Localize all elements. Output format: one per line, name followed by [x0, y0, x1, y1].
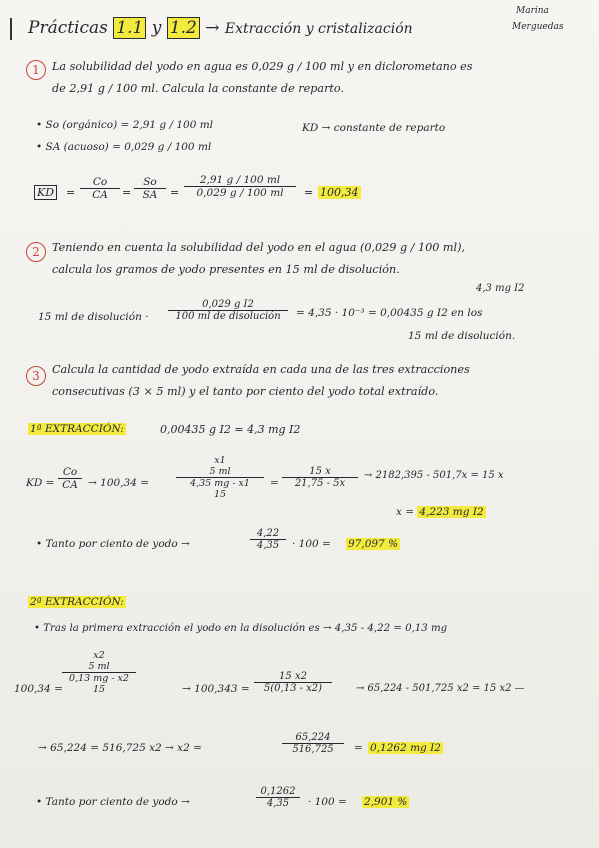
percent-fraction-2 [256, 786, 300, 809]
numerator: 0,1262 [256, 786, 300, 798]
percent-result-1-value: 97,097 % [348, 538, 399, 550]
inner-numerator: x1 [214, 455, 226, 466]
percent-result-2 [362, 796, 409, 808]
denominator: 4,35 [266, 798, 290, 809]
numerator: 15 x2 [254, 671, 332, 683]
q2-result-2: 15 ml de disolución. [408, 330, 516, 342]
denominator: 516,725 [292, 744, 334, 755]
percent-label-1: • Tanto por ciento de yodo → [36, 538, 190, 550]
compound-fraction-1 [176, 455, 264, 500]
title-topic: Extracción y cristalización [224, 21, 413, 37]
numerator: Co [80, 176, 120, 189]
question-3-number: 3 [26, 366, 46, 386]
kd-definition: KD → constante de reparto [302, 122, 446, 134]
simplified-fraction-1 [282, 466, 358, 489]
extraction-2-line-2: → 65,224 = 516,725 x2 → x2 = [38, 742, 202, 754]
denominator: 0,029 g / 100 ml [196, 187, 284, 199]
extraction-2-equation: → 65,224 - 501,725 x2 = 15 x2 — [356, 683, 525, 694]
practice-tag-2: 1.2 [167, 17, 200, 39]
question-3-line-2: consecutivas (3 × 5 ml) y el tanto por ciento del yodo total extraído. [52, 385, 439, 398]
percent-result-1 [346, 538, 400, 550]
extraction-2-intro: • Tras la primera extracción el yodo en la disolución es → 4,35 - 4,22 = 0,13 mg [34, 623, 448, 634]
inner-denominator: 5 ml [176, 466, 264, 478]
compound-fraction-2 [62, 650, 136, 695]
author-last-name: Merguedas [512, 22, 564, 32]
question-1-line-1: La solubilidad del yodo en agua es 0,029 g / 100 ml y en diclorometano es [52, 60, 473, 73]
equals-sign: = [354, 742, 363, 754]
percent-label-2: • Tanto por ciento de yodo → [36, 796, 190, 808]
kd-result [318, 186, 361, 199]
extraction-2-lhs: 100,34 = [14, 683, 63, 695]
extraction-1-label-text: 1ª EXTRACCIÓN: [30, 423, 124, 435]
numerator: Co [58, 466, 82, 479]
equals-sign: = [270, 477, 279, 489]
organic-solubility: • So (orgánico) = 2,91 g / 100 ml [36, 119, 214, 131]
percent-fraction-1 [250, 528, 286, 551]
inner-denominator: 5 ml [62, 661, 136, 673]
q2-result-1: = 4,35 · 10⁻³ = 0,00435 g I2 en los [296, 307, 483, 319]
equals-sign: = [170, 186, 180, 199]
x-symbol: x = [396, 506, 415, 518]
x-solution [396, 506, 486, 518]
solubility-ratio [184, 174, 296, 199]
kd-value-arrow: → 100,34 = [88, 477, 150, 489]
inner-numerator-2: 4,35 mg - x1 [190, 478, 250, 489]
title-prefix: Prácticas [28, 18, 108, 38]
numerator: So [134, 176, 166, 189]
question-2-number: 2 [26, 242, 46, 262]
x2-result [368, 742, 443, 754]
kd-symbol: KD = [26, 477, 55, 489]
kd-box: KD [34, 185, 57, 200]
numerator: 15 x [282, 466, 358, 478]
extraction-1-initial: 0,00435 g I2 = 4,3 mg I2 [160, 423, 301, 436]
percent-multiply-2: · 100 = [308, 796, 347, 808]
numerator: 2,91 g / 100 ml [184, 174, 296, 187]
percent-multiply: · 100 = [292, 538, 331, 550]
inner-denominator-2: 15 [92, 684, 106, 695]
equals-sign: = [122, 186, 132, 199]
title-joiner: y [151, 18, 162, 38]
extraction-2-arrow: → 100,343 = [182, 683, 250, 695]
question-3-line-1: Calcula la cantidad de yodo extraída en cada una de las tres extracciones [52, 363, 470, 376]
q2-fraction [168, 299, 288, 322]
x-value: 4,223 mg I2 [419, 506, 484, 518]
page-title [28, 18, 413, 38]
x2-fraction [282, 732, 344, 755]
denominator: CA [92, 189, 108, 201]
inner-numerator: x2 [93, 650, 105, 661]
denominator: 100 ml de disolución [175, 311, 281, 322]
q2-lhs: 15 ml de disolución · [38, 311, 149, 323]
denominator: 5(0,13 - x2) [263, 683, 323, 694]
denominator: 4,35 [256, 540, 280, 551]
author-first-name: Marina [516, 6, 549, 16]
inner-numerator-2: 0,13 mg - x2 [69, 673, 129, 684]
co-over-ca [80, 176, 120, 201]
x2-result-value: 0,1262 mg I2 [370, 742, 441, 754]
title-arrow: → [205, 18, 220, 38]
simplified-fraction-2 [254, 671, 332, 694]
page-margin-mark [10, 18, 12, 40]
question-2-line-2: calcula los gramos de yodo presentes en 15 ml de disolución. [52, 263, 400, 276]
denominator: 21,75 - 5x [294, 478, 346, 489]
question-1-number: 1 [26, 60, 46, 80]
extraction-1-label [28, 423, 126, 435]
co-over-ca-2 [58, 466, 82, 491]
aqueous-solubility: • SA (acuoso) = 0,029 g / 100 ml [36, 141, 212, 153]
equals-sign: = [304, 186, 314, 199]
denominator: CA [62, 479, 78, 491]
inner-denominator-2: 15 [213, 489, 227, 500]
extraction-2-label [28, 596, 126, 608]
kd-result-value: 100,34 [320, 186, 359, 199]
numerator: 65,224 [282, 732, 344, 744]
percent-result-2-value: 2,901 % [364, 796, 408, 808]
question-2-line-1: Teniendo en cuenta la solubilidad del yodo en el agua (0,029 g / 100 ml), [52, 241, 466, 254]
numerator: 4,22 [250, 528, 286, 540]
practice-tag-1: 1.1 [113, 17, 146, 39]
question-1-line-2: de 2,91 g / 100 ml. Calcula la constante de reparto. [52, 82, 345, 95]
extraction-1-equation: → 2182,395 - 501,7x = 15 x [364, 470, 504, 481]
extraction-2-label-text: 2ª EXTRACCIÓN: [30, 596, 124, 608]
denominator: SA [142, 189, 158, 201]
so-over-sa [134, 176, 166, 201]
numerator: 0,029 g I2 [168, 299, 288, 311]
note-mass-iodine: 4,3 mg I2 [476, 283, 525, 294]
equals-sign: = [66, 186, 76, 199]
